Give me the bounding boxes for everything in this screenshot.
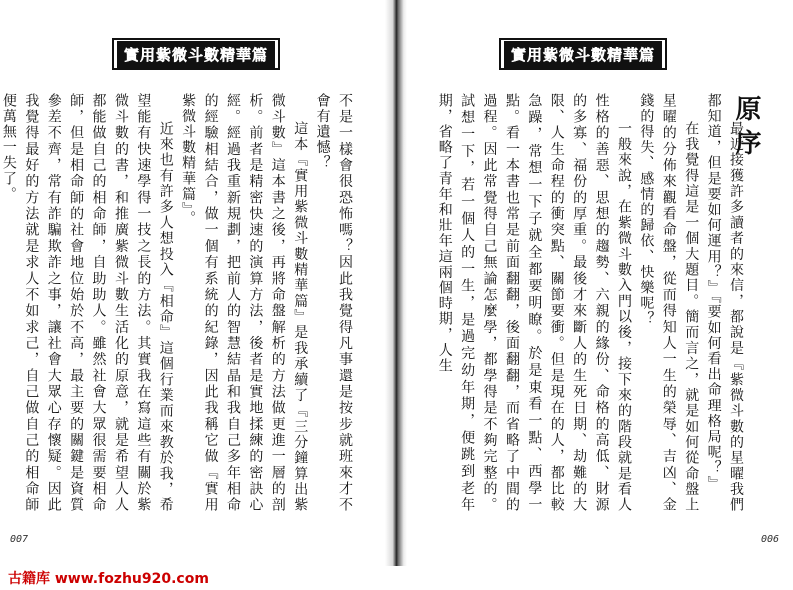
left-page-body bbox=[0, 93, 356, 513]
left-paragraph-2: 這本『實用紫微斗數精華篇』是我承續了『三分鐘算出紫微斗數』這本書之後，再將命盤解析的方法做更進一層的剖析。前者是精密快速的演算方法，後者是實地揉練的密訣心經。經過我重新規劃，把前人的智慧結晶和我自己多年相命的經驗相結合，做一個有系統的紀錄，因此我稱它做『實用紫微斗數精華篇』。 bbox=[180, 93, 309, 513]
watermark-footer bbox=[0, 566, 793, 590]
watermark-text: 古籍库 www.fozhu920.com bbox=[8, 571, 209, 587]
right-paragraph-2: 在我覺得這是一個大題目。簡而言之，就是如何從命盤上星曜的分佈來觀看命盤，從而得知人一生的榮辱、吉凶、金錢的得失、感情的歸依、快樂呢？ bbox=[638, 93, 700, 513]
right-page bbox=[403, 0, 793, 566]
preface-title: 原序 bbox=[731, 95, 761, 163]
left-paragraph-3: 近來也有許多人想投入『相命』這個行業而來教於我，希望能有快速學得一技之長的方法。其實我在寫這些有關於紫微斗數的書，和推廣紫微斗數生活化的原意，就是希望人人都能做自己的相命師，自助助人。雖然社會大眾很需要相命師，但是相命師的社會地位始於不高，最主要的關鍵是資質參差不齊，常有詐騙欺詐之事，讓社會大眾心存懷疑。因此我覺得最好的方法就是求人不如求己，自己做自己的相命師便萬無一失了。 bbox=[0, 93, 174, 513]
left-page-banner bbox=[112, 38, 280, 70]
right-page-body bbox=[437, 93, 747, 513]
right-paragraph-1: 最近接獲許多讀者的來信，都說是『紫微斗數的星曜我們都知道，但是要如何運用？』『要如何看出命理格局呢？』 bbox=[705, 93, 744, 513]
left-page bbox=[0, 0, 390, 566]
left-page-number: 007 bbox=[10, 534, 29, 545]
left-page-banner-title: 實用紫微斗數精華篇 bbox=[117, 41, 275, 68]
right-page-number: 006 bbox=[760, 534, 779, 545]
left-paragraph-1: 不是一樣會很恐怖嗎？因此我覺得凡事還是按步就班來才不會有遺憾？ bbox=[314, 93, 353, 513]
right-page-banner-title: 實用紫微斗數精華篇 bbox=[504, 41, 662, 68]
right-paragraph-3: 一般來說，在紫微斗數入門以後，接下來的階段就是看人性格的善惡、思想的趨勢、六親的緣份、命格的高低、財源的多寡、福份的厚重。最後才來斷人的生死日期、劫難的大限、人生命程的衝突點、關節要衝。但是現在的人，都比較急躁，常想一下子就全都要明瞭。於是東看一點、西學一點。看一本書也常是前面翻翻，後面翻翻，而省略了中間的過程。因此常覺得自己無論怎麼學，都學得是不夠完整的。試想一下，若一個人的一生，是過完幼年期，便跳到老年期，省略了青年和壯年這兩個時期，人生 bbox=[436, 93, 632, 513]
right-page-banner bbox=[499, 38, 667, 70]
